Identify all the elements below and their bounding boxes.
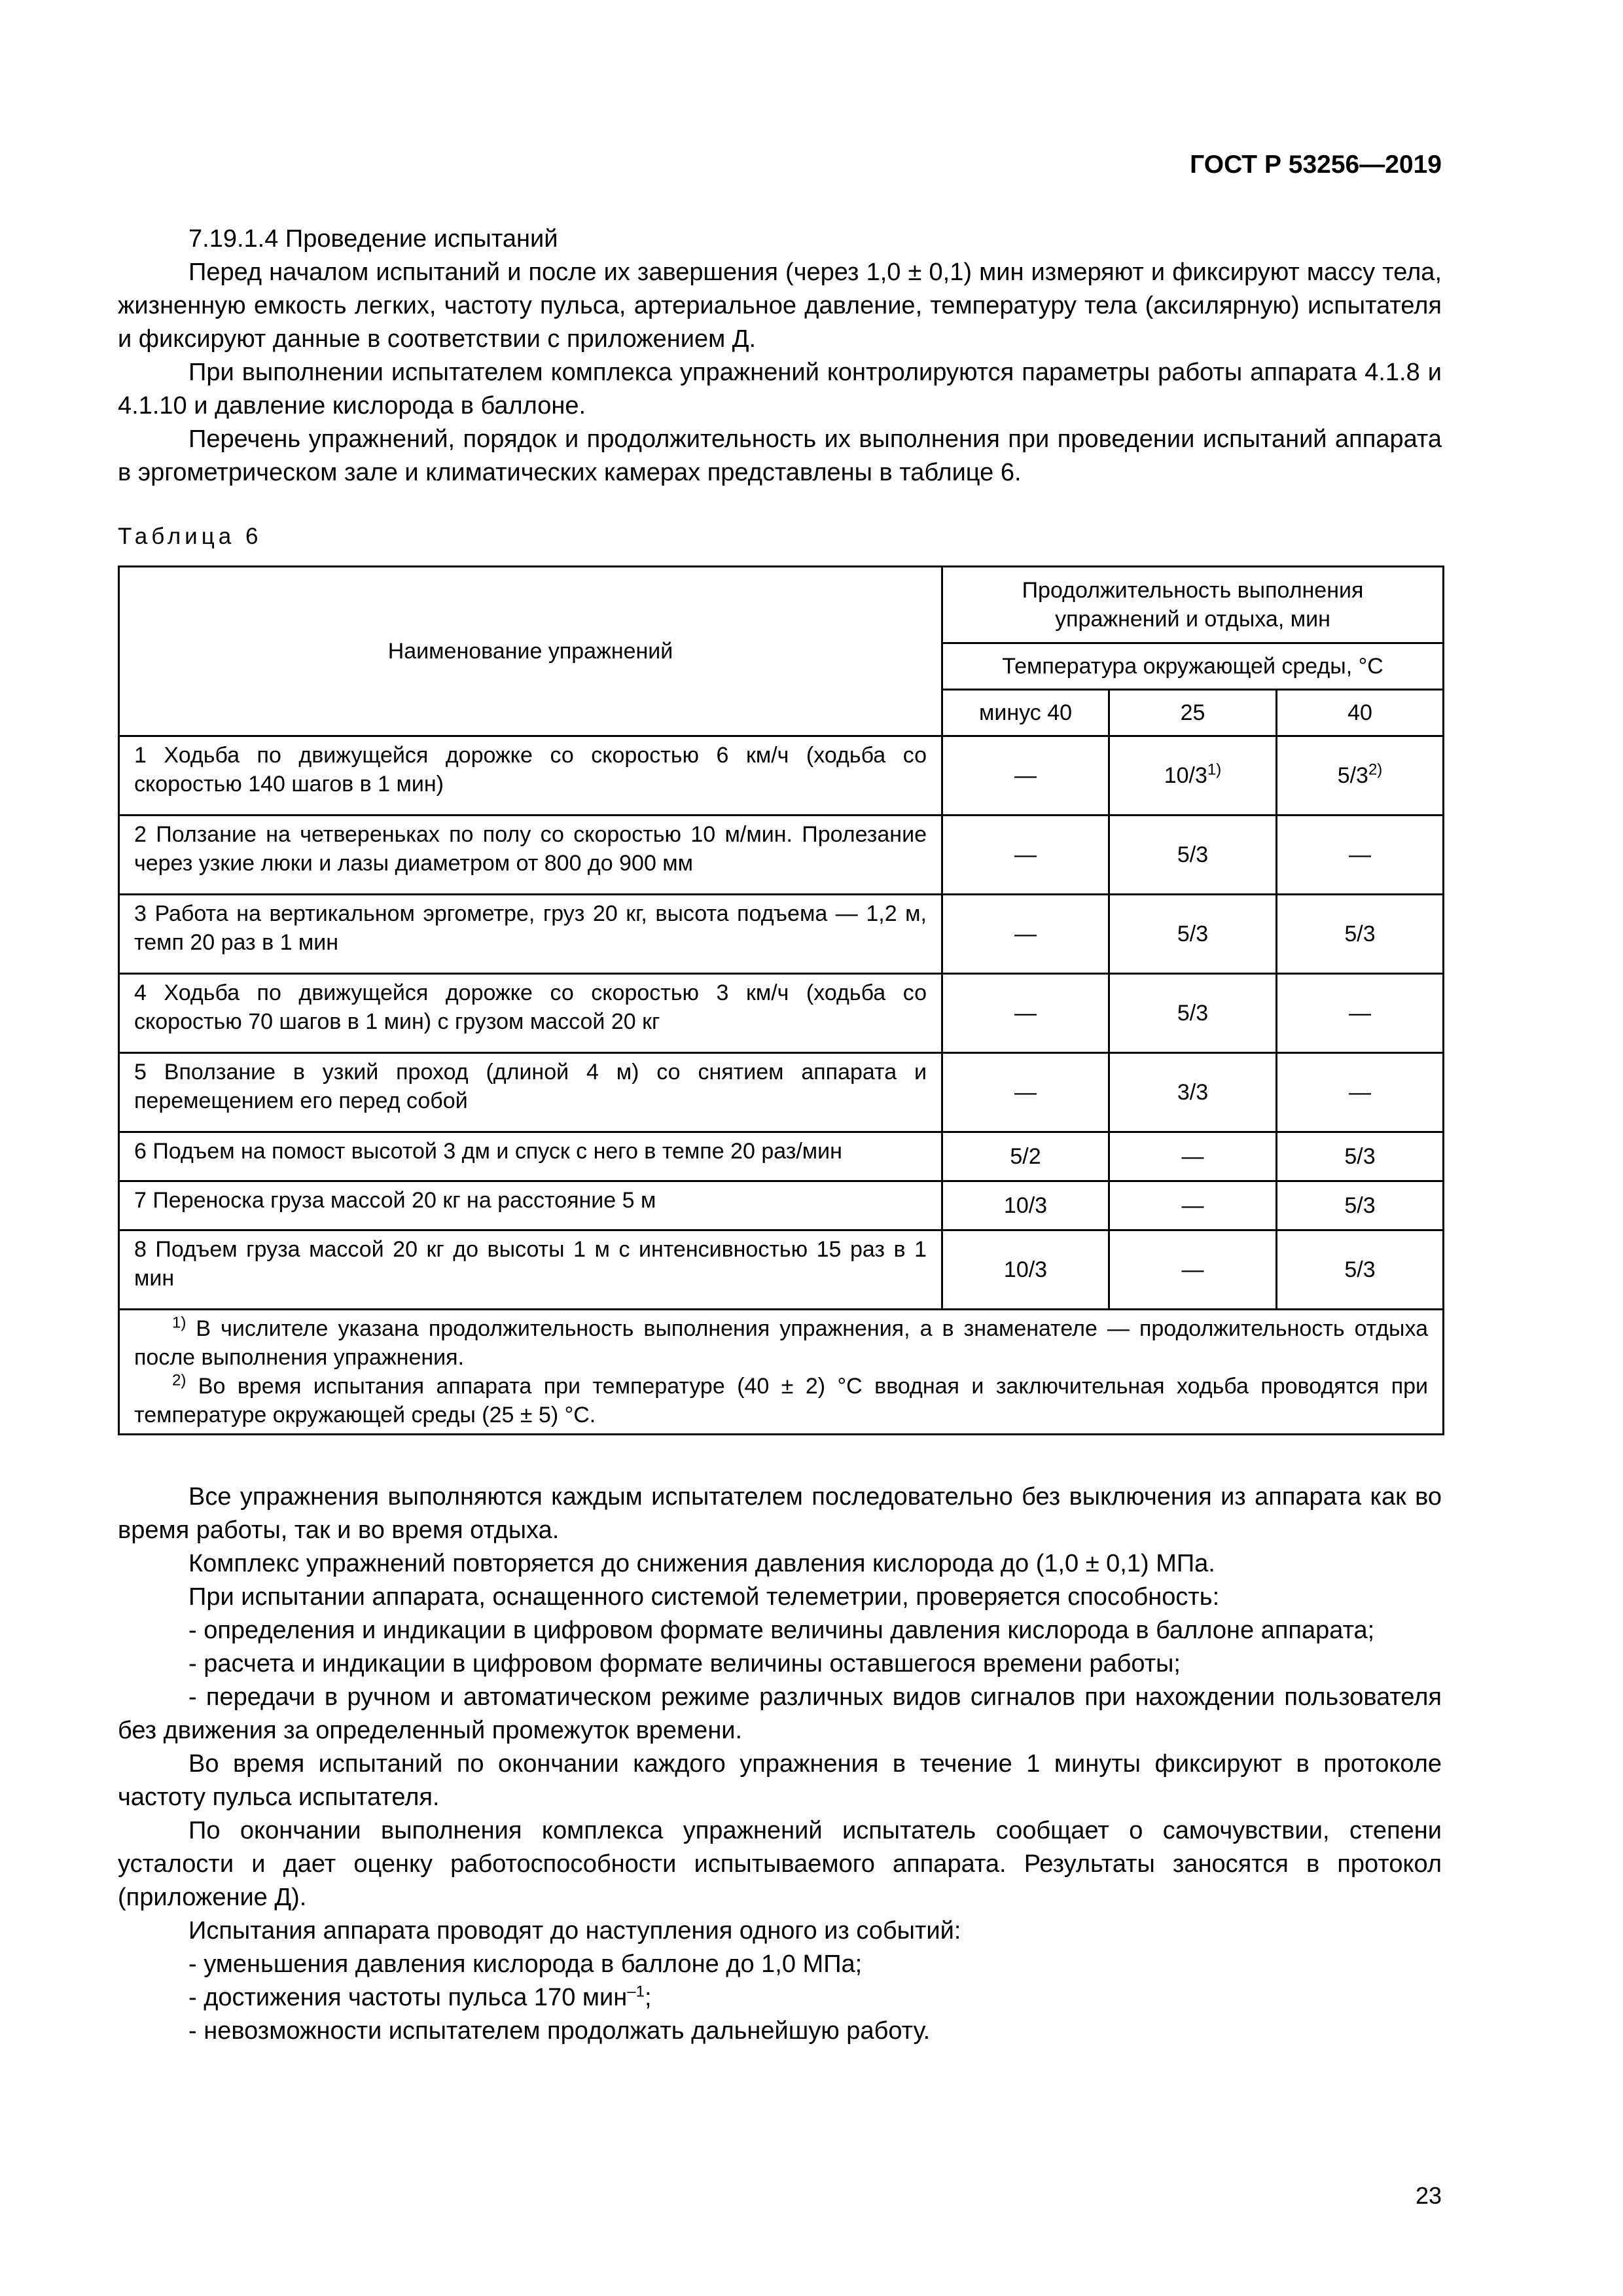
exercise-name: 2 Ползание на четвереньках по полу со скоростью 10 м/мин. Пролезание через узкие люки и лазы диаметром от 800 до 900 мм <box>119 816 942 895</box>
exercise-name: 3 Работа на вертикальном эргометре, груз 20 кг, высота подъема — 1,2 м, темп 20 раз в 1 мин <box>119 895 942 974</box>
paragraph: Во время испытаний по окончании каждого упражнения в течение 1 минуты фиксируют в протоколе частоту пульса испытателя. <box>118 1750 1442 1811</box>
table-header-row <box>119 567 1444 643</box>
list-item: - уменьшения давления кислорода в баллоне до 1,0 МПа; <box>188 1950 863 1978</box>
table-row <box>119 816 1444 895</box>
cell-value-text: 5/3 <box>1337 763 1368 788</box>
list-item: - невозможности испытателем продолжать дальнейшую работу. <box>188 2017 931 2045</box>
column-header-duration: Продолжительность выполнения упражнений и отдыха, мин <box>942 567 1444 643</box>
cell-value: — <box>1277 816 1444 895</box>
cell-value-text: 10/3 <box>1164 763 1207 788</box>
cell-value: 5/3 <box>1109 816 1277 895</box>
table-row <box>119 1132 1444 1181</box>
paragraph: При выполнении испытателем комплекса упражнений контролируются параметры работы аппарата 4.1.8 и 4.1.10 и давление кислорода в баллоне. <box>118 359 1442 420</box>
column-header-temp-2: 25 <box>1109 690 1277 736</box>
footnote <box>134 1314 1428 1372</box>
document-code: ГОСТ Р 53256—2019 <box>1190 151 1442 179</box>
list-item <box>118 1981 1442 2015</box>
footnote-mark: 1) <box>172 1314 187 1332</box>
cell-value: — <box>942 1053 1109 1132</box>
paragraph: По окончании выполнения комплекса упражнений испытатель сообщает о самочувствии, степени усталости и дает оценку работоспособности испытываемого аппарата. Результаты заносятся в протокол (приложение Д). <box>118 1817 1442 1911</box>
list-item: - передачи в ручном и автоматическом режиме различных видов сигналов при нахождении пользователя без движения за определенный промежуток времени. <box>118 1683 1442 1744</box>
unit-exponent: –1 <box>627 1982 645 2001</box>
cell-value: 5/3 <box>1109 974 1277 1053</box>
column-header-name: Наименование упражнений <box>119 567 942 736</box>
cell-value: — <box>1109 1181 1277 1230</box>
cell-value: — <box>942 816 1109 895</box>
cell-value: 5/3 <box>1277 895 1444 974</box>
exercise-table <box>118 565 1444 1435</box>
paragraph: Испытания аппарата проводят до наступления одного из событий: <box>188 1917 961 1945</box>
cell-value: 10/3 <box>942 1181 1109 1230</box>
exercise-name: 8 Подъем груза массой 20 кг до высоты 1 м с интенсивностью 15 раз в 1 мин <box>119 1230 942 1310</box>
exercise-name: 4 Ходьба по движущейся дорожке со скоростью 3 км/ч (ходьба со скоростью 70 шагов в 1 мин) с грузом массой 20 кг <box>119 974 942 1053</box>
section-heading: 7.19.1.4 Проведение испытаний <box>188 225 558 253</box>
exercise-name: 1 Ходьба по движущейся дорожке со скоростью 6 км/ч (ходьба со скоростью 140 шагов в 1 мин) <box>119 736 942 816</box>
column-header-temp-3: 40 <box>1277 690 1444 736</box>
cell-value <box>1109 736 1277 816</box>
page-number: 23 <box>1415 2182 1442 2209</box>
body-text <box>118 1480 1442 2048</box>
intro-text <box>118 223 1442 490</box>
table-row <box>119 895 1444 974</box>
list-item-text: ; <box>644 1984 652 2011</box>
table-row <box>119 1230 1444 1310</box>
cell-value: 5/2 <box>942 1132 1109 1181</box>
cell-value: — <box>942 974 1109 1053</box>
cell-value: — <box>1109 1132 1277 1181</box>
table-row <box>119 974 1444 1053</box>
list-item-text: - достижения частоты пульса 170 мин <box>188 1984 628 2011</box>
table-row <box>119 1181 1444 1230</box>
cell-value: 5/3 <box>1277 1230 1444 1310</box>
footnote-mark: 2) <box>172 1371 187 1390</box>
exercise-name: 5 Вползание в узкий проход (длиной 4 м) со снятием аппарата и перемещением его перед собой <box>119 1053 942 1132</box>
cell-value: 5/3 <box>1109 895 1277 974</box>
paragraph: Перечень упражнений, порядок и продолжительность их выполнения при проведении испытаний аппарата в эргометрическом зале и климатических камерах представлены в таблице 6. <box>118 425 1442 486</box>
cell-value: 5/3 <box>1277 1132 1444 1181</box>
cell-value: 5/3 <box>1277 1181 1444 1230</box>
cell-value: 3/3 <box>1109 1053 1277 1132</box>
column-header-temp-1: минус 40 <box>942 690 1109 736</box>
cell-value: — <box>1277 974 1444 1053</box>
exercise-name: 6 Подъем на помост высотой 3 дм и спуск с него в темпе 20 раз/мин <box>119 1132 942 1181</box>
cell-value: — <box>1109 1230 1277 1310</box>
paragraph: Комплекс упражнений повторяется до снижения давления кислорода до (1,0 ± 0,1) МПа. <box>188 1550 1215 1577</box>
paragraph: Перед началом испытаний и после их завершения (через 1,0 ± 0,1) мин измеряют и фиксируют массу тела, жизненную емкость легких, частоту пульса, артериальное давление, температуру тела (аксилярную) испытателя и фиксируют данные в соответствии с приложением Д. <box>118 259 1442 353</box>
footnote-text: В числителе указана продолжительность выполнения упражнения, а в знаменателе — продолжительность отдыха после выполнения упражнения. <box>134 1316 1428 1370</box>
list-item: - определения и индикации в цифровом формате величины давления кислорода в баллоне аппарата; <box>188 1617 1375 1644</box>
cell-value <box>1277 736 1444 816</box>
table-caption: Таблица 6 <box>118 524 262 549</box>
cell-value: — <box>942 895 1109 974</box>
table-row <box>119 1053 1444 1132</box>
paragraph: При испытании аппарата, оснащенного системой телеметрии, проверяется способность: <box>188 1583 1220 1611</box>
paragraph: Все упражнения выполняются каждым испытателем последовательно без выключения из аппарата как во время работы, так и во время отдыха. <box>118 1483 1442 1544</box>
cell-value: 10/3 <box>942 1230 1109 1310</box>
exercise-name: 7 Переноска груза массой 20 кг на расстояние 5 м <box>119 1181 942 1230</box>
footnote <box>134 1372 1428 1429</box>
table-row <box>119 736 1444 816</box>
list-item: - расчета и индикации в цифровом формате величины оставшегося времени работы; <box>188 1650 1181 1677</box>
cell-value: — <box>1277 1053 1444 1132</box>
table-notes <box>119 1310 1444 1435</box>
footnote-text: Во время испытания аппарата при температуре (40 ± 2) °С вводная и заключительная ходьба проводятся при температуре окружающей среды (25 ± 5) °С. <box>134 1374 1429 1427</box>
table-notes-row <box>119 1310 1444 1435</box>
footnote-mark: 2) <box>1368 761 1383 779</box>
cell-value: — <box>942 736 1109 816</box>
column-header-temperature: Температура окружающей среды, °С <box>942 643 1444 690</box>
footnote-mark: 1) <box>1207 761 1222 779</box>
